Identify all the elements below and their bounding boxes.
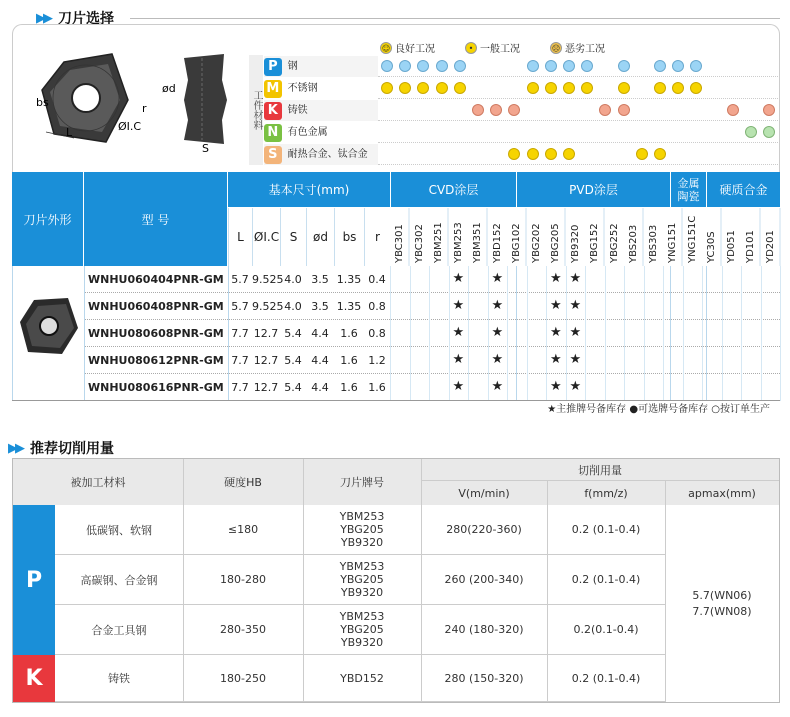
group-letter-p: P — [13, 505, 55, 655]
insert-table — [12, 172, 780, 400]
cutting-grades — [303, 505, 421, 555]
section-title-text: 推荐切削用量 — [30, 441, 114, 457]
grid-line — [706, 266, 707, 401]
double-chevron-icon: ▶▶ — [36, 10, 50, 26]
condition-face-icon — [381, 60, 393, 72]
grid-line — [449, 266, 450, 401]
grid-line — [722, 266, 723, 401]
header-grade-ybs203: YBS203 — [624, 208, 644, 266]
condition-face-icon — [599, 104, 611, 116]
dim-value: 4.4 — [311, 381, 329, 394]
grid-line — [516, 266, 517, 401]
star-icon: ★ — [452, 325, 465, 340]
cutting-material: 高碳钢、合金钢 — [55, 555, 183, 605]
header-dims: 基本尺寸(mm) — [228, 172, 390, 208]
grade-name: YBM253 — [339, 560, 385, 573]
dim-value: 7.7 — [231, 354, 249, 367]
header-grade-ybc302: YBC302 — [410, 208, 430, 266]
star-icon: ★ — [491, 325, 504, 340]
grid-line — [566, 266, 567, 401]
star-icon: ★ — [452, 379, 465, 394]
dim-value: 1.6 — [368, 381, 386, 394]
table-row — [84, 293, 780, 320]
star-icon: ★ — [452, 352, 465, 367]
condition-face-icon — [508, 104, 520, 116]
star-icon: ★ — [550, 325, 562, 340]
condition-face-icon — [727, 104, 739, 116]
star-icon: ★ — [550, 298, 562, 313]
grade-name: YBG205 — [340, 523, 384, 536]
condition-face-icon — [618, 60, 630, 72]
material-row-n — [264, 122, 378, 143]
header-grade-ybd152: YBD152 — [488, 208, 508, 266]
star-icon: ★ — [569, 352, 582, 367]
neutral-face-icon: • — [465, 42, 477, 54]
grid-line — [303, 459, 304, 702]
grade-name: YBM253 — [339, 510, 385, 523]
material-condition-cells — [378, 122, 778, 143]
section-title-text: 刀片选择 — [58, 11, 114, 27]
cutting-hardness: 180-250 — [183, 655, 303, 702]
table-row — [84, 374, 780, 401]
dim-value: 4.4 — [311, 327, 329, 340]
condition-face-icon — [436, 82, 448, 94]
dim-value: 9.525 — [252, 300, 284, 313]
condition-face-icon — [454, 82, 466, 94]
material-letter-badge: K — [264, 102, 282, 120]
cutting-speed: 260 (200-340) — [421, 555, 547, 605]
star-icon: ★ — [491, 271, 504, 286]
grade-name: YBG205 — [340, 623, 384, 636]
dim-value: 1.6 — [340, 354, 358, 367]
cutting-material: 低碳钢、软钢 — [55, 505, 183, 555]
dim-value: 1.2 — [368, 354, 386, 367]
grid-line — [624, 266, 625, 401]
material-condition-cells — [378, 100, 778, 121]
header-ap: apmax(mm) — [688, 486, 756, 500]
dim-value: 0.8 — [368, 327, 386, 340]
condition-legend — [380, 40, 605, 55]
grid-line — [429, 266, 430, 401]
grade-name: YB9320 — [340, 536, 384, 549]
insert-top-view-icon — [42, 54, 128, 142]
ap-value: 5.7(WN06) — [692, 588, 752, 602]
condition-face-icon — [763, 104, 775, 116]
grid-line — [488, 266, 489, 401]
condition-face-icon — [563, 148, 575, 160]
grid-line — [670, 266, 671, 401]
dim-value: 3.5 — [311, 273, 329, 286]
header-grade-ybg202: YBG202 — [527, 208, 547, 266]
cutting-speed: 280(220-360) — [421, 505, 547, 555]
grid-line — [663, 266, 664, 401]
group-letter-k: K — [13, 655, 55, 702]
header-grade-yng151: YNG151 — [663, 208, 683, 266]
grid-line — [702, 266, 703, 401]
condition-face-icon — [508, 148, 520, 160]
frown-face-icon: ☹ — [551, 43, 561, 53]
header-grade-ybg152: YBG152 — [585, 208, 605, 266]
dim-value: 9.525 — [252, 273, 284, 286]
model-number: WNHU060408PNR-GM — [88, 300, 224, 313]
condition-face-icon — [545, 148, 557, 160]
material-condition-cells — [378, 56, 778, 77]
star-icon: ★ — [550, 271, 562, 286]
label-S: S — [202, 142, 209, 155]
cutting-grades — [303, 605, 421, 655]
condition-face-icon — [618, 104, 630, 116]
star-icon: ★ — [452, 271, 465, 286]
dim-value: 12.7 — [253, 354, 279, 367]
material-letter-badge: P — [264, 58, 282, 76]
grid-line — [547, 481, 548, 702]
material-name: 不锈钢 — [287, 83, 318, 94]
cutting-feed: 0.2 (0.1-0.4) — [547, 505, 665, 555]
condition-face-icon — [618, 82, 630, 94]
condition-face-icon — [545, 82, 557, 94]
condition-face-icon — [527, 148, 539, 160]
header-shape: 刀片外形 — [12, 172, 84, 266]
grid-line — [780, 266, 781, 401]
grade-name: YBG205 — [340, 573, 384, 586]
legend-bad: ☹ 恶劣工况 — [551, 43, 605, 55]
material-name: 铸铁 — [287, 105, 308, 116]
grid-line — [84, 266, 85, 401]
header-grade-yd201: YD201 — [761, 208, 781, 266]
condition-face-icon — [636, 148, 648, 160]
header-grade: 刀片牌号 — [340, 476, 384, 489]
star-icon: ★ — [452, 298, 465, 313]
condition-face-icon — [399, 60, 411, 72]
material-row-s — [264, 144, 378, 165]
material-letter-badge: S — [264, 146, 282, 164]
insert-diagram — [24, 40, 249, 160]
label-d: ød — [162, 82, 176, 95]
double-chevron-icon: ▶▶ — [8, 440, 22, 456]
condition-face-icon — [454, 60, 466, 72]
legend-mid: • 一般工况 — [465, 40, 520, 55]
label-bs: bs — [36, 96, 49, 109]
header-dim-col: ØI.C — [252, 208, 280, 266]
cutting-ap — [665, 505, 779, 702]
model-number: WNHU080608PNR-GM — [88, 327, 224, 340]
grid-line — [421, 459, 422, 702]
condition-face-icon — [763, 126, 775, 138]
label-ic: ØI.C — [118, 120, 142, 133]
cutting-grades — [303, 655, 421, 702]
workpiece-material-label: 工件材料 — [249, 55, 263, 165]
header-cvd: CVD涂层 — [390, 172, 516, 208]
condition-face-icon — [672, 60, 684, 72]
star-icon: ★ — [569, 379, 582, 394]
header-dim-col: L — [228, 208, 252, 266]
dim-value: 4.0 — [284, 300, 302, 313]
header-dim-col: r — [364, 208, 390, 266]
header-hardness: 硬度HB — [224, 476, 262, 489]
header-grade-yd051: YD051 — [722, 208, 742, 266]
condition-face-icon — [581, 60, 593, 72]
grid-line — [390, 266, 391, 401]
dim-value: 1.35 — [336, 300, 362, 313]
material-row-m — [264, 78, 378, 99]
dim-value: 12.7 — [253, 381, 279, 394]
condition-face-icon — [745, 126, 757, 138]
cutting-feed: 0.2(0.1-0.4) — [547, 605, 665, 655]
condition-face-icon — [581, 82, 593, 94]
header-cutting-group: 切削用量 — [421, 459, 779, 481]
table-row — [84, 347, 780, 374]
header-grade-ybg102: YBG102 — [507, 208, 527, 266]
cutting-speed: 240 (180-320) — [421, 605, 547, 655]
cutting-hardness: 180-280 — [183, 555, 303, 605]
condition-face-icon — [563, 82, 575, 94]
star-icon: ★ — [550, 352, 562, 367]
grid-line — [665, 481, 666, 702]
material-row-k — [264, 100, 378, 121]
model-number: WNHU080616PNR-GM — [88, 381, 224, 394]
section-title-cutting — [8, 438, 114, 458]
condition-face-icon — [654, 82, 666, 94]
material-name: 有色金属 — [287, 127, 328, 138]
grade-name: YBM253 — [339, 610, 385, 623]
grid-line — [761, 266, 762, 401]
cutting-material: 铸铁 — [55, 655, 183, 702]
header-grade-yc30s: YC30S — [702, 208, 722, 266]
dim-value: 5.4 — [284, 354, 302, 367]
dim-value: 5.7 — [231, 273, 249, 286]
header-grade-ybm251: YBM251 — [429, 208, 449, 266]
condition-face-icon — [690, 82, 702, 94]
condition-face-icon — [527, 60, 539, 72]
dim-value: 4.0 — [284, 273, 302, 286]
header-grade-yd101: YD101 — [741, 208, 761, 266]
model-number: WNHU060404PNR-GM — [88, 273, 224, 286]
header-grade-ybc301: YBC301 — [390, 208, 410, 266]
dim-value: 1.6 — [340, 327, 358, 340]
insert-photo-icon — [16, 294, 82, 360]
grid-line — [644, 266, 645, 401]
condition-face-icon — [472, 104, 484, 116]
header-dim-col: S — [280, 208, 306, 266]
material-condition-cells — [378, 78, 778, 99]
dim-value: 12.7 — [253, 327, 279, 340]
grid-line — [683, 266, 684, 401]
legend-good: ☺ 良好工况 — [381, 43, 435, 55]
header-v: V(m/min) — [458, 486, 510, 500]
table-row — [84, 320, 780, 347]
grid-line — [585, 266, 586, 401]
dim-value: 4.4 — [311, 354, 329, 367]
cutting-feed: 0.2 (0.1-0.4) — [547, 655, 665, 702]
grid-line — [546, 266, 547, 401]
star-icon: ★ — [491, 379, 504, 394]
dim-value: 5.7 — [231, 300, 249, 313]
condition-face-icon — [672, 82, 684, 94]
header-dim-col: ød — [306, 208, 334, 266]
condition-face-icon — [399, 82, 411, 94]
cutting-speed: 280 (150-320) — [421, 655, 547, 702]
cutting-table — [12, 458, 780, 703]
star-icon: ★ — [491, 298, 504, 313]
dim-value: 3.5 — [311, 300, 329, 313]
grid-line — [12, 266, 13, 401]
condition-face-icon — [654, 148, 666, 160]
dim-value: 7.7 — [231, 381, 249, 394]
header-grade-ybm351: YBM351 — [468, 208, 488, 266]
material-name: 耐热合金、钛合金 — [287, 149, 368, 160]
dim-value: 5.4 — [284, 327, 302, 340]
header-f: f(mm/z) — [584, 486, 628, 500]
header-model: 型 号 — [84, 172, 228, 266]
header-grade-yng151c: YNG151C — [683, 208, 703, 266]
star-icon: ★ — [550, 379, 562, 394]
dim-value: 0.8 — [368, 300, 386, 313]
cutting-material: 合金工具钢 — [55, 605, 183, 655]
header-material: 被加工材料 — [70, 476, 126, 489]
grid-line — [183, 459, 184, 702]
condition-face-icon — [381, 82, 393, 94]
condition-face-icon — [436, 60, 448, 72]
material-name: 钢 — [287, 61, 298, 72]
dim-value: 5.4 — [284, 381, 302, 394]
grid-line — [527, 266, 528, 401]
grid-line — [605, 266, 606, 401]
material-row-p — [264, 56, 378, 77]
condition-face-icon — [690, 60, 702, 72]
grade-name: YB9320 — [340, 636, 384, 649]
condition-face-icon — [563, 60, 575, 72]
grid-line — [741, 266, 742, 401]
header-dim-col: bs — [334, 208, 364, 266]
condition-face-icon — [417, 60, 429, 72]
header-grade-ybg205: YBG205 — [546, 208, 566, 266]
header-grade-ybg252: YBG252 — [605, 208, 625, 266]
grade-name: YB9320 — [340, 586, 384, 599]
ap-value: 7.7(WN08) — [692, 604, 752, 618]
header-carbide: 硬质合金 — [706, 172, 780, 208]
grid-line — [228, 266, 229, 401]
dim-value: 1.35 — [336, 273, 362, 286]
condition-face-icon — [490, 104, 502, 116]
insert-side-view-icon — [184, 54, 227, 144]
grid-line — [507, 266, 508, 401]
condition-face-icon — [545, 60, 557, 72]
table-row — [84, 266, 780, 293]
cutting-feed: 0.2 (0.1-0.4) — [547, 555, 665, 605]
cutting-hardness: ≤180 — [183, 505, 303, 555]
header-pvd: PVD涂层 — [516, 172, 670, 208]
header-grade-ybs303: YBS303 — [644, 208, 664, 266]
dim-value: 0.4 — [368, 273, 386, 286]
star-icon: ★ — [569, 271, 582, 286]
grid-line — [410, 266, 411, 401]
grade-name: YBD152 — [340, 671, 384, 685]
model-number: WNHU080612PNR-GM — [88, 354, 224, 367]
smile-face-icon: ☺ — [381, 43, 391, 53]
cutting-grades — [303, 555, 421, 605]
condition-face-icon — [417, 82, 429, 94]
material-letter-badge: M — [264, 80, 282, 98]
legend-footnote: ★主推牌号备库存 ●可选牌号备库存 ○按订单生产 — [12, 400, 780, 418]
material-letter-badge: N — [264, 124, 282, 142]
label-L: L — [66, 126, 73, 139]
dim-value: 7.7 — [231, 327, 249, 340]
dim-value: 1.6 — [340, 381, 358, 394]
grid-line — [468, 266, 469, 401]
header-grade-ybm253: YBM253 — [449, 208, 469, 266]
material-condition-cells — [378, 144, 778, 165]
condition-face-icon — [527, 82, 539, 94]
header-cermet: 金属陶瓷 — [670, 172, 706, 208]
cutting-hardness: 280-350 — [183, 605, 303, 655]
condition-face-icon — [654, 60, 666, 72]
header-grade-yb9320: YB9320 — [566, 208, 586, 266]
star-icon: ★ — [569, 298, 582, 313]
label-r: r — [142, 102, 147, 115]
title-divider — [130, 18, 780, 19]
star-icon: ★ — [491, 352, 504, 367]
star-icon: ★ — [569, 325, 582, 340]
